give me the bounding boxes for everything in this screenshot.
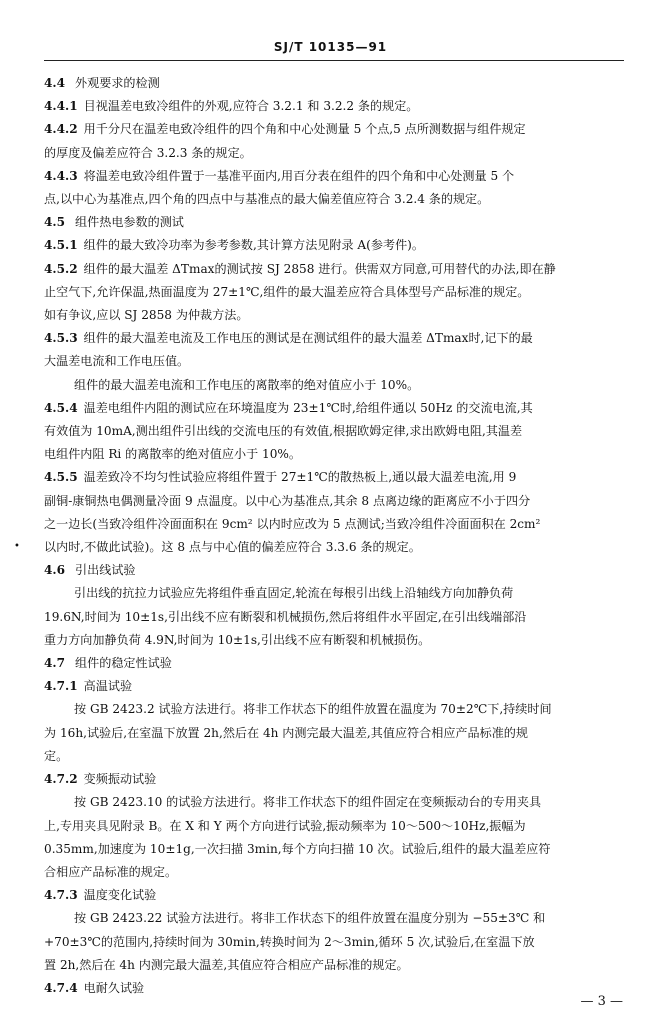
- text-line: [44, 536, 626, 559]
- text-line: [44, 513, 626, 536]
- line-text: 按 GB 2423.10 的试验方法进行。将非工作状态下的组件固定在变频振动台的专用夹具: [74, 795, 542, 810]
- line-text: 19.6N,时间为 10±1s,引出线不应有断裂和机械损伤,然后将组件水平固定,在引出线端部沿: [44, 609, 527, 624]
- text-line: [44, 931, 626, 954]
- clause-line: [44, 977, 626, 1000]
- line-text: 合相应产品标准的规定。: [44, 864, 178, 879]
- clause-number: 4.4: [44, 76, 66, 90]
- line-text: 定。: [44, 748, 69, 763]
- text-line: [44, 629, 626, 652]
- clause-line: [44, 118, 626, 141]
- section-heading: [44, 559, 626, 582]
- text-line: [44, 281, 626, 304]
- clause-number: 4.5.1: [44, 238, 78, 253]
- line-text: 温差致冷不均匀性试验应将组件置于 27±1℃的散热板上,通以最大温差电流,用 9: [83, 470, 517, 485]
- text-line: [44, 188, 626, 211]
- text-line: [44, 745, 626, 768]
- clause-line: [44, 675, 626, 698]
- line-text: 电组件内阻 Ri 的离散率的绝对值应小于 10%。: [44, 447, 301, 462]
- text-line: [44, 142, 626, 165]
- line-text: 目视温差电致冷组件的外观,应符合 3.2.1 和 3.2.2 条的规定。: [83, 99, 419, 114]
- margin-dot: •: [14, 541, 20, 552]
- line-text: 有效值为 10mA,测出组件引出线的交流电压的有效值,根据欧姆定律,求出欧姆电阻,其温差: [44, 424, 523, 439]
- clause-line: [44, 234, 626, 257]
- clause-number: 4.4.3: [44, 168, 78, 183]
- line-text: 按 GB 2423.22 试验方法进行。将非工作状态下的组件放置在温度分别为 −55±3℃ 和: [74, 911, 546, 926]
- text-line: [44, 954, 626, 977]
- line-text: 组件的最大温差 ΔTmax的测试按 SJ 2858 进行。供需双方同意,可用替代的办法,即在静: [83, 261, 556, 276]
- line-text: 高温试验: [83, 679, 133, 694]
- text-line: [44, 838, 626, 861]
- clause-line: [44, 768, 626, 791]
- text-line: [44, 582, 626, 605]
- clause-number: 4.5.4: [44, 400, 78, 415]
- clause-line: [44, 327, 626, 350]
- text-line: [44, 304, 626, 327]
- line-text: 组件热电参数的测试: [75, 215, 184, 230]
- text-line: [44, 815, 626, 838]
- line-text: 电耐久试验: [83, 980, 145, 995]
- line-text: 将温差电致冷组件置于一基准平面内,用百分表在组件的四个角和中心处测量 5 个: [83, 168, 515, 183]
- line-text: 以内时,不做此试验)。这 8 点与中心值的偏差应符合 3.3.6 条的规定。: [44, 540, 421, 555]
- line-text: 按 GB 2423.2 试验方法进行。将非工作状态下的组件放置在温度为 70±2℃下,持续时间: [74, 702, 552, 717]
- clause-number: 4.7: [44, 656, 66, 671]
- clause-number: 4.7.1: [44, 679, 78, 694]
- clause-line: [44, 258, 626, 281]
- section-heading: [44, 652, 626, 675]
- text-line: [44, 606, 626, 629]
- line-text: 为 16h,试验后,在室温下放置 2h,然后在 4h 内测完最大温差,其值应符合相应产品标准的规: [44, 725, 528, 740]
- line-text: 引出线试验: [75, 563, 136, 578]
- text-line: [44, 420, 626, 443]
- text-line: [44, 722, 626, 745]
- line-text: 组件的稳定性试验: [75, 656, 172, 671]
- line-text: 如有争议,应以 SJ 2858 为仲裁方法。: [44, 308, 249, 323]
- text-line: [44, 350, 626, 373]
- clause-number: 4.7.4: [44, 980, 78, 995]
- clause-number: 4.6: [44, 563, 66, 578]
- page-number: — 3 —: [580, 994, 623, 1009]
- clause-number: 4.5.3: [44, 331, 78, 346]
- text-line: [44, 791, 626, 814]
- section-heading: [44, 211, 626, 234]
- line-text: 温度变化试验: [83, 888, 157, 903]
- text-line: [44, 907, 626, 930]
- clause-line: [44, 165, 626, 188]
- line-text: 组件的最大温差电流和工作电压的离散率的绝对值应小于 10%。: [74, 377, 420, 392]
- clause-number: 4.4.1: [44, 99, 78, 114]
- line-text: 的厚度及偏差应符合 3.2.3 条的规定。: [44, 145, 252, 160]
- line-text: 温差电组件内阻的测试应在环境温度为 23±1℃时,给组件通以 50Hz 的交流电流,其: [83, 400, 533, 415]
- clause-line: [44, 397, 626, 420]
- text-line: [44, 374, 626, 397]
- line-text: 引出线的抗拉力试验应先将组件垂直固定,轮流在每根引出线上沿轴线方向加静负荷: [74, 586, 514, 601]
- clause-line: [44, 884, 626, 907]
- standard-number-header: SJ/T 10135—91: [273, 40, 388, 54]
- clause-number: 4.4.2: [44, 122, 78, 137]
- line-text: 变频振动试验: [83, 772, 157, 787]
- line-text: 用千分尺在温差电致冷组件的四个角和中心处测量 5 个点,5 点所测数据与组件规定: [83, 122, 526, 137]
- clause-line: [44, 466, 626, 489]
- section-heading: [44, 72, 626, 95]
- line-text: 副铜-康铜热电偶测量冷面 9 点温度。以中心为基准点,其余 8 点离边缘的距离应不小于四分: [44, 493, 531, 508]
- clause-number: 4.7.2: [44, 772, 78, 787]
- header-rule: [44, 60, 624, 61]
- line-text: 大温差电流和工作电压值。: [44, 354, 190, 369]
- clause-number: 4.5.5: [44, 470, 78, 485]
- text-line: [44, 861, 626, 884]
- text-line: [44, 490, 626, 513]
- line-text: 置 2h,然后在 4h 内测完最大温差,其值应符合相应产品标准的规定。: [44, 957, 409, 972]
- line-text: +70±3℃的范围内,持续时间为 30min,转换时间为 2～3min,循环 5 次,试验后,在室温下放: [44, 934, 535, 949]
- line-text: 0.35mm,加速度为 10±1g,一次扫描 3min,每个方向扫描 10 次。试验后,组件的最大温差应符: [44, 841, 551, 856]
- line-text: 外观要求的检测: [75, 76, 160, 90]
- clause-number: 4.5.2: [44, 261, 78, 276]
- line-text: 组件的最大致冷功率为参考参数,其计算方法见附录 A(参考件)。: [83, 238, 424, 253]
- line-text: 止空气下,允许保温,热面温度为 27±1℃,组件的最大温差应符合具体型号产品标准的规定。: [44, 284, 530, 299]
- clause-number: 4.5: [44, 215, 66, 230]
- line-text: 之一边长(当致冷组件冷面面积在 9cm² 以内时应改为 5 点测试;当致冷组件冷面面积在 2cm²: [44, 516, 541, 531]
- line-text: 点,以中心为基准点,四个角的四点中与基准点的最大偏差值应符合 3.2.4 条的规定。: [44, 192, 490, 207]
- body-text: [44, 72, 626, 1000]
- clause-number: 4.7.3: [44, 888, 78, 903]
- text-line: [44, 443, 626, 466]
- line-text: 重力方向加静负荷 4.9N,时间为 10±1s,引出线不应有断裂和机械损伤。: [44, 632, 431, 647]
- line-text: 组件的最大温差电流及工作电压的测试是在测试组件的最大温差 ΔTmax时,记下的最: [83, 331, 533, 346]
- clause-line: [44, 95, 626, 118]
- line-text: 上,专用夹具见附录 B。在 X 和 Y 两个方向进行试验,振动频率为 10～500～10Hz,振幅为: [44, 818, 526, 833]
- text-line: [44, 698, 626, 721]
